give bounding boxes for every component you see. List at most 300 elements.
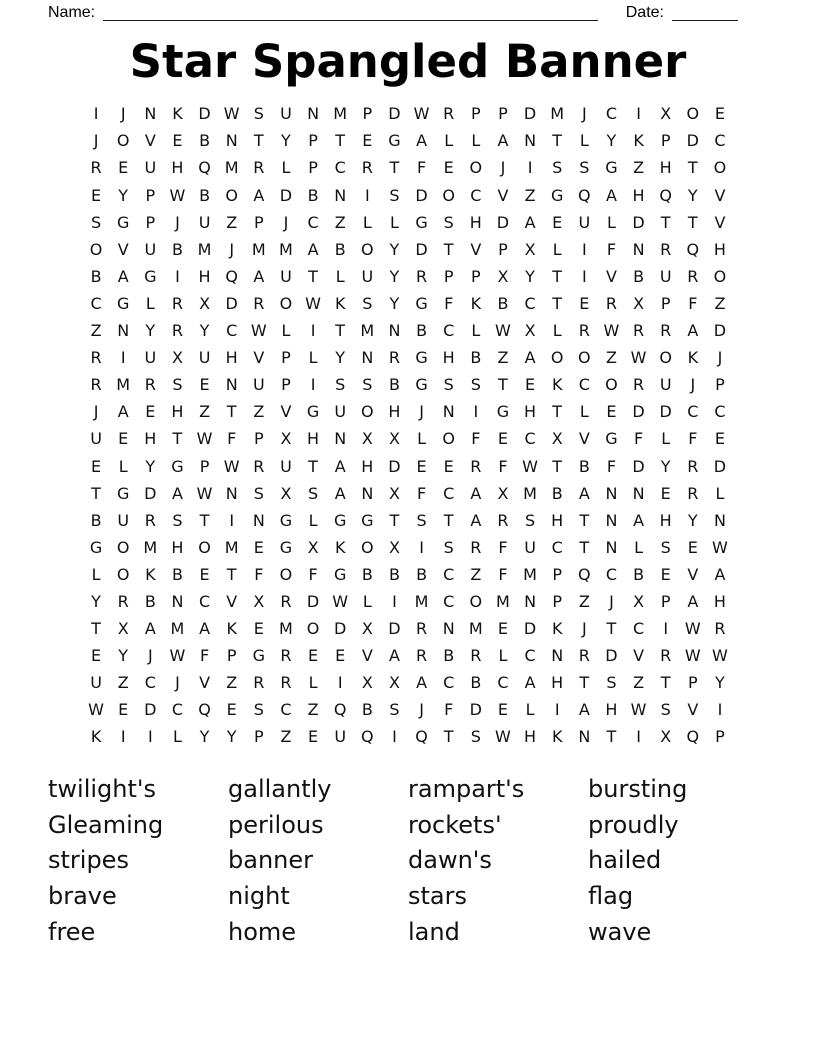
grid-letter: N bbox=[361, 483, 374, 503]
word-bank-word: Gleaming bbox=[48, 810, 164, 839]
grid-row bbox=[83, 236, 734, 263]
grid-letter: E bbox=[91, 185, 102, 205]
grid-letter: M bbox=[143, 537, 158, 557]
grid-letter: T bbox=[389, 510, 400, 530]
grid-letter: A bbox=[524, 673, 536, 693]
grid-letter: I bbox=[392, 591, 397, 611]
grid-letter: H bbox=[713, 591, 726, 611]
grid-letter: G bbox=[550, 185, 564, 205]
grid-letter: X bbox=[361, 673, 373, 693]
grid-letter: V bbox=[687, 700, 699, 720]
grid-letter: L bbox=[552, 239, 562, 259]
grid-letter: P bbox=[308, 158, 318, 178]
grid-letter: W bbox=[495, 727, 511, 747]
grid-letter: U bbox=[144, 348, 157, 368]
grid-letter: G bbox=[279, 537, 293, 557]
grid-letter: O bbox=[361, 239, 374, 259]
grid-letter: D bbox=[144, 700, 157, 720]
grid-letter: A bbox=[117, 266, 129, 286]
grid-letter: R bbox=[687, 483, 699, 503]
grid-letter: D bbox=[659, 402, 672, 422]
grid-letter: F bbox=[498, 456, 508, 476]
grid-letter: C bbox=[605, 104, 618, 124]
grid-letter: B bbox=[633, 564, 645, 584]
grid-letter: J bbox=[581, 619, 587, 639]
grid-letter: I bbox=[581, 266, 587, 286]
grid-letter: S bbox=[443, 212, 454, 232]
grid-letter: X bbox=[388, 673, 400, 693]
grid-letter: I bbox=[663, 619, 669, 639]
grid-letter: A bbox=[714, 564, 726, 584]
grid-letter: A bbox=[470, 510, 482, 530]
grid-letter: E bbox=[497, 429, 508, 449]
grid-letter: X bbox=[633, 293, 645, 313]
grid-letter: H bbox=[171, 537, 184, 557]
grid-letter: K bbox=[334, 293, 346, 313]
grid-letter: T bbox=[579, 673, 590, 693]
grid-letter: E bbox=[497, 700, 508, 720]
grid-letter: U bbox=[144, 239, 157, 259]
grid-letter: X bbox=[660, 727, 672, 747]
grid-letter: A bbox=[171, 483, 183, 503]
grid-letter: E bbox=[660, 564, 671, 584]
grid-letter: H bbox=[659, 158, 672, 178]
grid-letter: E bbox=[253, 537, 264, 557]
grid-letter: C bbox=[334, 158, 346, 178]
grid-letter: L bbox=[308, 348, 318, 368]
grid-letter: P bbox=[253, 212, 264, 232]
grid-letter: Q bbox=[225, 266, 238, 286]
page-title: Star Spangled Banner bbox=[129, 35, 687, 88]
grid-letter: U bbox=[280, 456, 292, 476]
grid-letter: M bbox=[550, 104, 565, 124]
grid-letter: L bbox=[444, 131, 454, 151]
grid-letter: H bbox=[551, 673, 564, 693]
grid-letter: M bbox=[224, 158, 239, 178]
grid-letter: I bbox=[527, 158, 533, 178]
grid-letter: W bbox=[223, 456, 240, 476]
grid-letter: I bbox=[337, 673, 343, 693]
grid-letter: T bbox=[660, 212, 671, 232]
grid-letter: R bbox=[388, 348, 400, 368]
grid-letter: S bbox=[253, 104, 264, 124]
grid-letter: M bbox=[251, 239, 266, 259]
grid-letter: I bbox=[120, 348, 126, 368]
grid-letter: P bbox=[715, 375, 725, 395]
grid-letter: R bbox=[416, 619, 428, 639]
grid-letter: I bbox=[310, 375, 316, 395]
grid-letter: U bbox=[144, 158, 157, 178]
grid-letter: V bbox=[226, 591, 238, 611]
grid-letter: H bbox=[551, 510, 564, 530]
grid-letter: Z bbox=[470, 564, 482, 584]
grid-letter: N bbox=[117, 321, 130, 341]
grid-letter: T bbox=[552, 293, 563, 313]
grid-letter: A bbox=[524, 212, 536, 232]
grid-letter: G bbox=[333, 510, 347, 530]
grid-letter: G bbox=[279, 510, 293, 530]
grid-letter: L bbox=[498, 646, 508, 666]
grid-letter: C bbox=[443, 483, 455, 503]
grid-letter: J bbox=[283, 212, 289, 232]
grid-letter: M bbox=[414, 591, 429, 611]
grid-letter: L bbox=[308, 673, 318, 693]
grid-letter: U bbox=[334, 727, 347, 747]
grid-letter: K bbox=[551, 619, 563, 639]
grid-letter: E bbox=[660, 483, 671, 503]
grid-letter: Z bbox=[226, 212, 238, 232]
word-bank-column bbox=[408, 772, 588, 950]
grid-letter: Q bbox=[686, 239, 700, 259]
grid-letter: I bbox=[229, 510, 235, 530]
grid-letter: P bbox=[660, 131, 671, 151]
grid-letter: T bbox=[660, 673, 671, 693]
grid-letter: S bbox=[253, 483, 264, 503]
grid-letter: V bbox=[497, 185, 509, 205]
grid-letter: I bbox=[175, 266, 180, 286]
grid-letter: G bbox=[388, 131, 401, 151]
grid-letter: N bbox=[524, 591, 537, 611]
grid-row bbox=[83, 669, 734, 696]
word-bank-word: wave bbox=[588, 917, 652, 946]
grid-letter: T bbox=[389, 158, 400, 178]
grid-letter: K bbox=[334, 537, 346, 557]
grid-letter: W bbox=[684, 646, 701, 666]
grid-letter: P bbox=[687, 673, 698, 693]
grid-letter: S bbox=[172, 510, 183, 530]
grid-letter: O bbox=[361, 537, 374, 557]
grid-letter: R bbox=[90, 348, 102, 368]
grid-letter: W bbox=[196, 483, 213, 503]
grid-letter: S bbox=[362, 375, 373, 395]
grid-letter: Y bbox=[199, 727, 210, 747]
grid-letter: L bbox=[471, 131, 481, 151]
grid-letter: X bbox=[524, 239, 536, 259]
grid-letter: E bbox=[253, 619, 264, 639]
grid-letter: S bbox=[253, 700, 264, 720]
grid-letter: H bbox=[713, 239, 726, 259]
grid-letter: P bbox=[362, 104, 373, 124]
grid-letter: G bbox=[116, 293, 130, 313]
grid-letter: T bbox=[687, 212, 698, 232]
grid-letter: C bbox=[443, 564, 455, 584]
grid-letter: G bbox=[605, 158, 618, 178]
grid-letter: Y bbox=[226, 727, 237, 747]
grid-letter: Z bbox=[524, 185, 536, 205]
grid-letter: O bbox=[198, 537, 211, 557]
grid-letter: T bbox=[253, 131, 264, 151]
word-bank-word: free bbox=[48, 917, 96, 946]
grid-letter: E bbox=[91, 456, 102, 476]
grid-letter: S bbox=[470, 375, 481, 395]
grid-letter: A bbox=[307, 239, 319, 259]
grid-letter: B bbox=[171, 564, 183, 584]
grid-letter: L bbox=[389, 212, 399, 232]
grid-letter: N bbox=[551, 646, 564, 666]
grid-letter: E bbox=[118, 700, 129, 720]
grid-letter: H bbox=[388, 402, 401, 422]
grid-letter: X bbox=[199, 293, 211, 313]
grid-letter: F bbox=[416, 483, 427, 503]
grid-letter: O bbox=[550, 348, 564, 368]
grid-letter: R bbox=[633, 321, 645, 341]
grid-letter: D bbox=[388, 456, 401, 476]
grid-letter: B bbox=[171, 239, 183, 259]
grid-letter: U bbox=[361, 266, 374, 286]
grid-letter: C bbox=[90, 293, 102, 313]
grid-letter: O bbox=[442, 185, 455, 205]
grid-letter: P bbox=[715, 727, 725, 747]
grid-letter: D bbox=[632, 456, 645, 476]
grid-letter: R bbox=[470, 646, 482, 666]
grid-letter: Y bbox=[715, 673, 725, 693]
grid-letter: J bbox=[717, 348, 723, 368]
grid-letter: C bbox=[280, 700, 292, 720]
grid-letter: U bbox=[659, 375, 672, 395]
grid-letter: T bbox=[579, 510, 590, 530]
grid-letter: X bbox=[280, 429, 292, 449]
grid-letter: I bbox=[473, 402, 479, 422]
grid-letter: C bbox=[714, 131, 726, 151]
grid-letter: G bbox=[361, 510, 374, 530]
name-blank-line bbox=[103, 4, 598, 21]
grid-letter: T bbox=[498, 375, 508, 395]
grid-letter: E bbox=[443, 158, 454, 178]
grid-letter: S bbox=[416, 510, 427, 530]
grid-letter: R bbox=[144, 375, 156, 395]
grid-letter: Z bbox=[633, 158, 645, 178]
grid-letter: U bbox=[524, 537, 536, 557]
grid-letter: R bbox=[280, 646, 292, 666]
grid-letter: K bbox=[633, 131, 644, 151]
grid-letter: Y bbox=[525, 266, 535, 286]
grid-letter: R bbox=[443, 104, 455, 124]
grid-letter: X bbox=[497, 483, 509, 503]
grid-letter: R bbox=[253, 293, 265, 313]
word-bank-word: bursting bbox=[588, 775, 688, 804]
grid-row bbox=[83, 615, 734, 642]
grid-letter: X bbox=[171, 348, 183, 368]
grid-letter: X bbox=[497, 266, 509, 286]
grid-letter: S bbox=[443, 537, 454, 557]
grid-letter: M bbox=[197, 239, 212, 259]
grid-letter: G bbox=[333, 564, 347, 584]
grid-letter: G bbox=[252, 646, 266, 666]
grid-letter: M bbox=[360, 321, 375, 341]
grid-letter: B bbox=[416, 321, 428, 341]
grid-letter: B bbox=[388, 564, 400, 584]
grid-letter: T bbox=[91, 619, 101, 639]
grid-letter: X bbox=[361, 619, 373, 639]
grid-letter: D bbox=[523, 104, 537, 124]
grid-letter: I bbox=[392, 727, 397, 747]
grid-letter: V bbox=[253, 348, 265, 368]
grid-letter: F bbox=[444, 700, 454, 720]
grid-letter: C bbox=[171, 700, 184, 720]
grid-letter: T bbox=[308, 456, 318, 476]
grid-letter: R bbox=[117, 591, 129, 611]
grid-letter: H bbox=[605, 700, 618, 720]
grid-letter: J bbox=[419, 700, 424, 720]
grid-row bbox=[83, 100, 734, 127]
grid-letter: S bbox=[606, 673, 617, 693]
grid-letter: W bbox=[250, 321, 267, 341]
grid-letter: C bbox=[497, 673, 509, 693]
grid-letter: U bbox=[659, 266, 672, 286]
grid-letter: L bbox=[661, 429, 671, 449]
grid-letter: F bbox=[444, 293, 454, 313]
grid-letter: O bbox=[713, 158, 727, 178]
word-bank-column bbox=[48, 772, 228, 950]
grid-letter: A bbox=[117, 402, 129, 422]
grid-letter: E bbox=[579, 293, 590, 313]
word-bank-word: rampart's bbox=[408, 775, 525, 804]
grid-letter: H bbox=[361, 456, 374, 476]
grid-letter: C bbox=[198, 591, 211, 611]
grid-letter: W bbox=[413, 104, 430, 124]
grid-letter: M bbox=[224, 537, 239, 557]
grid-letter: A bbox=[687, 321, 699, 341]
grid-letter: Z bbox=[117, 673, 129, 693]
grid-letter: Y bbox=[687, 510, 698, 530]
grid-letter: D bbox=[686, 131, 699, 151]
grid-letter: D bbox=[523, 619, 537, 639]
grid-letter: L bbox=[715, 483, 725, 503]
grid-letter: T bbox=[335, 131, 346, 151]
grid-letter: B bbox=[307, 185, 319, 205]
grid-letter: A bbox=[334, 483, 346, 503]
grid-letter: I bbox=[636, 727, 641, 747]
grid-row bbox=[83, 127, 734, 154]
grid-letter: G bbox=[415, 212, 428, 232]
grid-letter: C bbox=[605, 564, 618, 584]
grid-letter: U bbox=[280, 266, 292, 286]
word-bank-word: rockets' bbox=[408, 810, 502, 839]
grid-letter: N bbox=[307, 104, 320, 124]
grid-letter: Y bbox=[199, 321, 210, 341]
grid-letter: I bbox=[581, 239, 587, 259]
grid-letter: P bbox=[498, 239, 508, 259]
name-label: Name: bbox=[48, 4, 96, 22]
grid-letter: C bbox=[632, 619, 645, 639]
grid-letter: A bbox=[253, 266, 265, 286]
grid-letter: C bbox=[307, 212, 319, 232]
grid-letter: M bbox=[468, 619, 483, 639]
grid-letter: O bbox=[686, 104, 700, 124]
grid-letter: S bbox=[335, 375, 346, 395]
grid-letter: D bbox=[388, 619, 401, 639]
grid-letter: E bbox=[714, 429, 725, 449]
grid-letter: Y bbox=[660, 456, 671, 476]
grid-letter: T bbox=[308, 266, 318, 286]
grid-letter: X bbox=[388, 483, 400, 503]
grid-letter: R bbox=[280, 591, 292, 611]
grid-letter: R bbox=[90, 158, 102, 178]
grid-letter: N bbox=[632, 483, 645, 503]
word-bank-word: night bbox=[228, 882, 290, 911]
grid-letter: N bbox=[713, 510, 726, 530]
grid-letter: O bbox=[469, 158, 483, 178]
grid-letter: V bbox=[578, 429, 590, 449]
grid-letter: O bbox=[605, 375, 618, 395]
grid-letter: T bbox=[552, 402, 563, 422]
grid-letter: N bbox=[632, 239, 645, 259]
grid-letter: P bbox=[552, 591, 563, 611]
grid-letter: G bbox=[116, 483, 130, 503]
grid-letter: L bbox=[281, 321, 291, 341]
grid-row bbox=[83, 723, 734, 750]
grid-letter: E bbox=[199, 375, 210, 395]
grid-letter: B bbox=[199, 185, 211, 205]
grid-letter: V bbox=[117, 239, 129, 259]
grid-letter: I bbox=[120, 727, 126, 747]
word-bank-word: twilight's bbox=[48, 775, 156, 804]
grid-letter: L bbox=[606, 212, 616, 232]
grid-letter: K bbox=[145, 564, 156, 584]
grid-letter: W bbox=[495, 321, 511, 341]
grid-letter: Z bbox=[280, 727, 292, 747]
grid-letter: U bbox=[578, 212, 591, 232]
grid-letter: B bbox=[470, 348, 482, 368]
grid-letter: N bbox=[442, 402, 455, 422]
grid-letter: U bbox=[252, 375, 265, 395]
grid-letter: R bbox=[497, 510, 509, 530]
grid-letter: W bbox=[522, 456, 538, 476]
grid-letter: O bbox=[442, 429, 455, 449]
grid-letter: W bbox=[169, 185, 186, 205]
grid-letter: W bbox=[630, 348, 647, 368]
grid-letter: L bbox=[281, 158, 291, 178]
grid-letter: I bbox=[310, 321, 316, 341]
grid-letter: J bbox=[500, 158, 506, 178]
grid-letter: E bbox=[91, 646, 102, 666]
grid-letter: C bbox=[524, 646, 536, 666]
grid-letter: S bbox=[579, 158, 590, 178]
grid-letter: I bbox=[147, 727, 153, 747]
grid-letter: Q bbox=[578, 564, 591, 584]
grid-letter: R bbox=[361, 158, 373, 178]
grid-letter: B bbox=[361, 564, 373, 584]
grid-row bbox=[83, 398, 734, 425]
grid-letter: N bbox=[144, 104, 157, 124]
grid-letter: L bbox=[417, 429, 427, 449]
grid-letter: B bbox=[416, 564, 428, 584]
grid-letter: H bbox=[469, 212, 482, 232]
grid-letter: G bbox=[89, 537, 103, 557]
grid-letter: R bbox=[578, 321, 590, 341]
grid-letter: R bbox=[253, 673, 265, 693]
grid-letter: C bbox=[687, 402, 699, 422]
grid-letter: R bbox=[687, 456, 699, 476]
grid-letter: C bbox=[470, 185, 482, 205]
grid-letter: O bbox=[279, 293, 293, 313]
grid-letter: Z bbox=[714, 293, 726, 313]
grid-letter: V bbox=[687, 564, 699, 584]
date-blank-line bbox=[672, 4, 738, 21]
grid-letter: R bbox=[470, 537, 482, 557]
grid-letter: E bbox=[199, 564, 210, 584]
grid-letter: L bbox=[634, 537, 644, 557]
grid-letter: N bbox=[225, 131, 238, 151]
grid-letter: I bbox=[364, 185, 370, 205]
grid-letter: T bbox=[91, 483, 101, 503]
grid-letter: S bbox=[660, 537, 671, 557]
grid-letter: L bbox=[362, 212, 372, 232]
grid-letter: M bbox=[496, 591, 510, 611]
grid-letter: D bbox=[415, 185, 428, 205]
grid-letter: B bbox=[144, 591, 156, 611]
grid-letter: M bbox=[523, 483, 537, 503]
